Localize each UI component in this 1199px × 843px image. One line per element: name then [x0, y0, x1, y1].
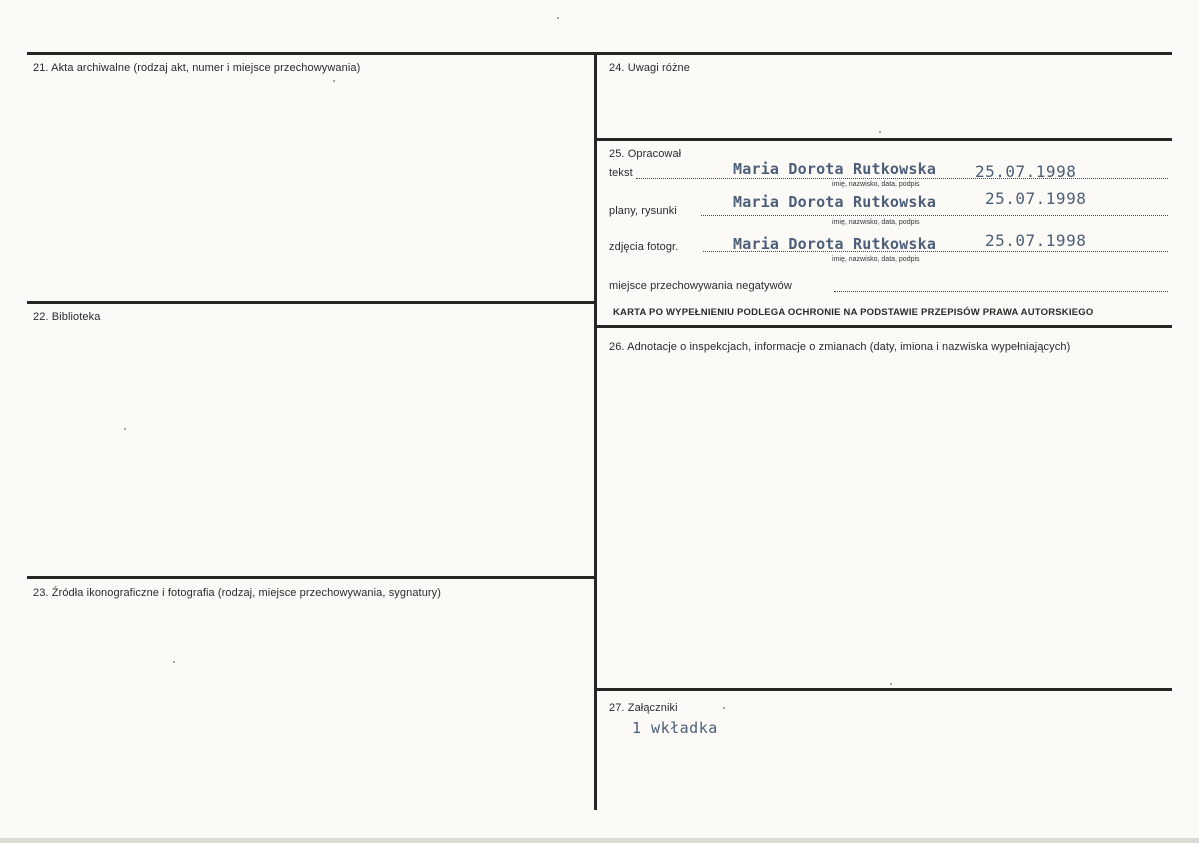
paper-bottom-edge — [0, 838, 1199, 843]
row-tekst-dotted-line — [636, 178, 1168, 179]
row-zdjecia-caption: imię, nazwisko, data, podpis — [832, 256, 920, 263]
paper-speck — [124, 428, 126, 430]
paper-speck — [879, 131, 881, 133]
paper-speck — [890, 683, 892, 685]
divider-vertical — [594, 52, 597, 810]
row-plany-name: Maria Dorota Rutkowska — [733, 193, 937, 211]
section-23-label: 23. Źródła ikonograficzne i fotografia (rodzaj, miejsce przechowywania, sygnatury) — [33, 587, 442, 599]
divider-22-23 — [27, 576, 596, 579]
section-22-label: 22. Biblioteka — [33, 311, 101, 323]
paper-speck — [333, 80, 335, 82]
divider-21-22 — [27, 301, 596, 304]
row-tekst-name: Maria Dorota Rutkowska — [733, 160, 937, 178]
paper-speck — [173, 661, 175, 663]
section-27-label: 27. Załączniki — [609, 702, 678, 714]
section-24-label: 24. Uwagi różne — [609, 62, 690, 74]
section-26-label: 26. Adnotacje o inspekcjach, informacje o zmianach (daty, imiona i nazwiska wypełniających) — [609, 341, 1071, 353]
section-27-value: 1 wkładka — [632, 719, 718, 737]
row-plany-date: 25.07.1998 — [985, 189, 1087, 208]
divider-24-25 — [596, 138, 1172, 141]
copyright-notice: KARTA PO WYPEŁNIENIU PODLEGA OCHRONIE NA PODSTAWIE PRZEPISÓW PRAWA AUTORSKIEGO — [613, 307, 1094, 318]
row-tekst-label: tekst — [609, 167, 633, 179]
negatives-label: miejsce przechowywania negatywów — [609, 280, 792, 292]
row-zdjecia-name: Maria Dorota Rutkowska — [733, 235, 937, 253]
section-25-label: 25. Opracował — [609, 148, 682, 160]
row-plany-dotted-line — [701, 215, 1168, 216]
row-tekst-date: 25.07.1998 — [975, 162, 1077, 181]
row-tekst-caption: imię, nazwisko, data, podpis — [832, 181, 920, 188]
row-zdjecia-label: zdjęcia fotogr. — [609, 241, 679, 253]
paper-speck — [557, 17, 559, 19]
negatives-dotted-line — [834, 291, 1168, 292]
row-zdjecia-date: 25.07.1998 — [985, 231, 1087, 250]
section-21-label: 21. Akta archiwalne (rodzaj akt, numer i miejsce przechowywania) — [33, 62, 361, 74]
paper-speck — [723, 707, 725, 709]
divider-26-27 — [596, 688, 1172, 691]
divider-top — [27, 52, 1172, 55]
row-plany-label: plany, rysunki — [609, 205, 677, 217]
divider-25-26 — [596, 325, 1172, 328]
row-plany-caption: imię, nazwisko, data, podpis — [832, 219, 920, 226]
